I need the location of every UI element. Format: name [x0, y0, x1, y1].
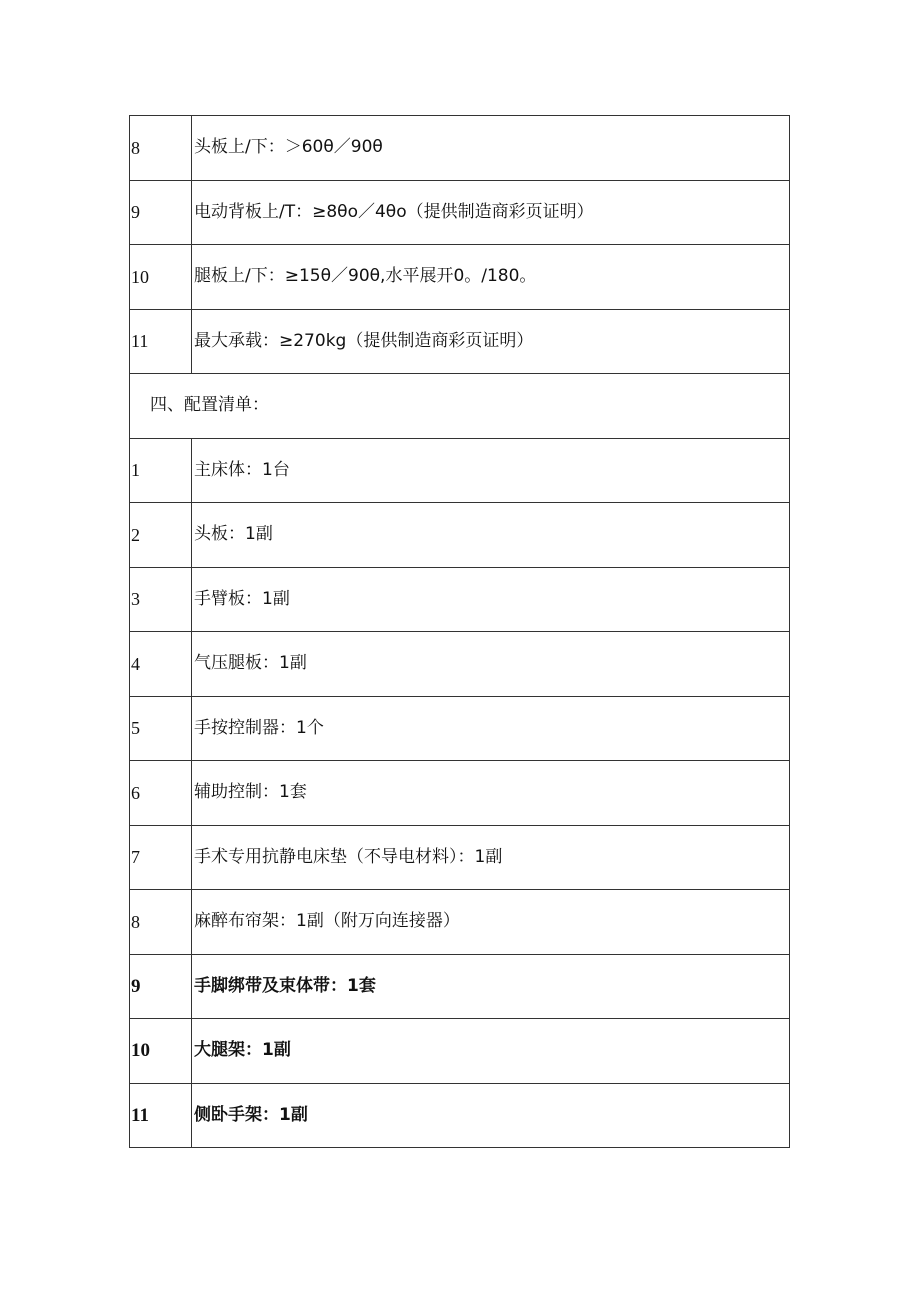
row-number: 3 — [130, 567, 192, 632]
table-row — [130, 632, 790, 697]
row-number: 6 — [130, 761, 192, 826]
row-text: 最大承载：≥270kg（提供制造商彩页证明） — [192, 309, 790, 374]
row-text: 气压腿板：1副 — [192, 632, 790, 697]
row-text: 手按控制器：1个 — [192, 696, 790, 761]
row-number: 10 — [130, 245, 192, 310]
row-text: 腿板上/下：≥15θ／90θ,水平展开0。/180。 — [192, 245, 790, 310]
row-text: 麻醉布帘架：1副（附万向连接器） — [192, 890, 790, 955]
row-number: 4 — [130, 632, 192, 697]
row-text: 手术专用抗静电床垫（不导电材料）：1副 — [192, 825, 790, 890]
table-row — [130, 890, 790, 955]
row-text: 头板：1副 — [192, 503, 790, 568]
row-number: 8 — [130, 116, 192, 181]
table-row — [130, 438, 790, 503]
section-row — [130, 374, 790, 439]
row-number: 5 — [130, 696, 192, 761]
row-number: 11 — [130, 309, 192, 374]
row-text: 大腿架：1副 — [192, 1019, 790, 1084]
row-number: 1 — [130, 438, 192, 503]
row-text: 主床体：1台 — [192, 438, 790, 503]
table-row — [130, 696, 790, 761]
row-number: 2 — [130, 503, 192, 568]
row-number: 9 — [130, 954, 192, 1019]
table-row — [130, 761, 790, 826]
table-row — [130, 245, 790, 310]
row-number: 9 — [130, 180, 192, 245]
row-text: 电动背板上/T：≥8θo／4θo（提供制造商彩页证明） — [192, 180, 790, 245]
row-text: 头板上/下：＞60θ／90θ — [192, 116, 790, 181]
row-number: 8 — [130, 890, 192, 955]
table-row — [130, 116, 790, 181]
row-number: 11 — [130, 1083, 192, 1148]
row-text: 手臂板：1副 — [192, 567, 790, 632]
section-heading: 四、配置清单： — [130, 374, 790, 439]
table-row — [130, 567, 790, 632]
row-text: 侧卧手架：1副 — [192, 1083, 790, 1148]
spec-table — [129, 115, 790, 1148]
table-row — [130, 1083, 790, 1148]
table-row — [130, 309, 790, 374]
table-row — [130, 503, 790, 568]
row-text: 辅助控制：1套 — [192, 761, 790, 826]
table-row — [130, 180, 790, 245]
table-row — [130, 1019, 790, 1084]
row-number: 10 — [130, 1019, 192, 1084]
table-row — [130, 825, 790, 890]
table-row — [130, 954, 790, 1019]
row-number: 7 — [130, 825, 192, 890]
row-text: 手脚绑带及束体带：1套 — [192, 954, 790, 1019]
